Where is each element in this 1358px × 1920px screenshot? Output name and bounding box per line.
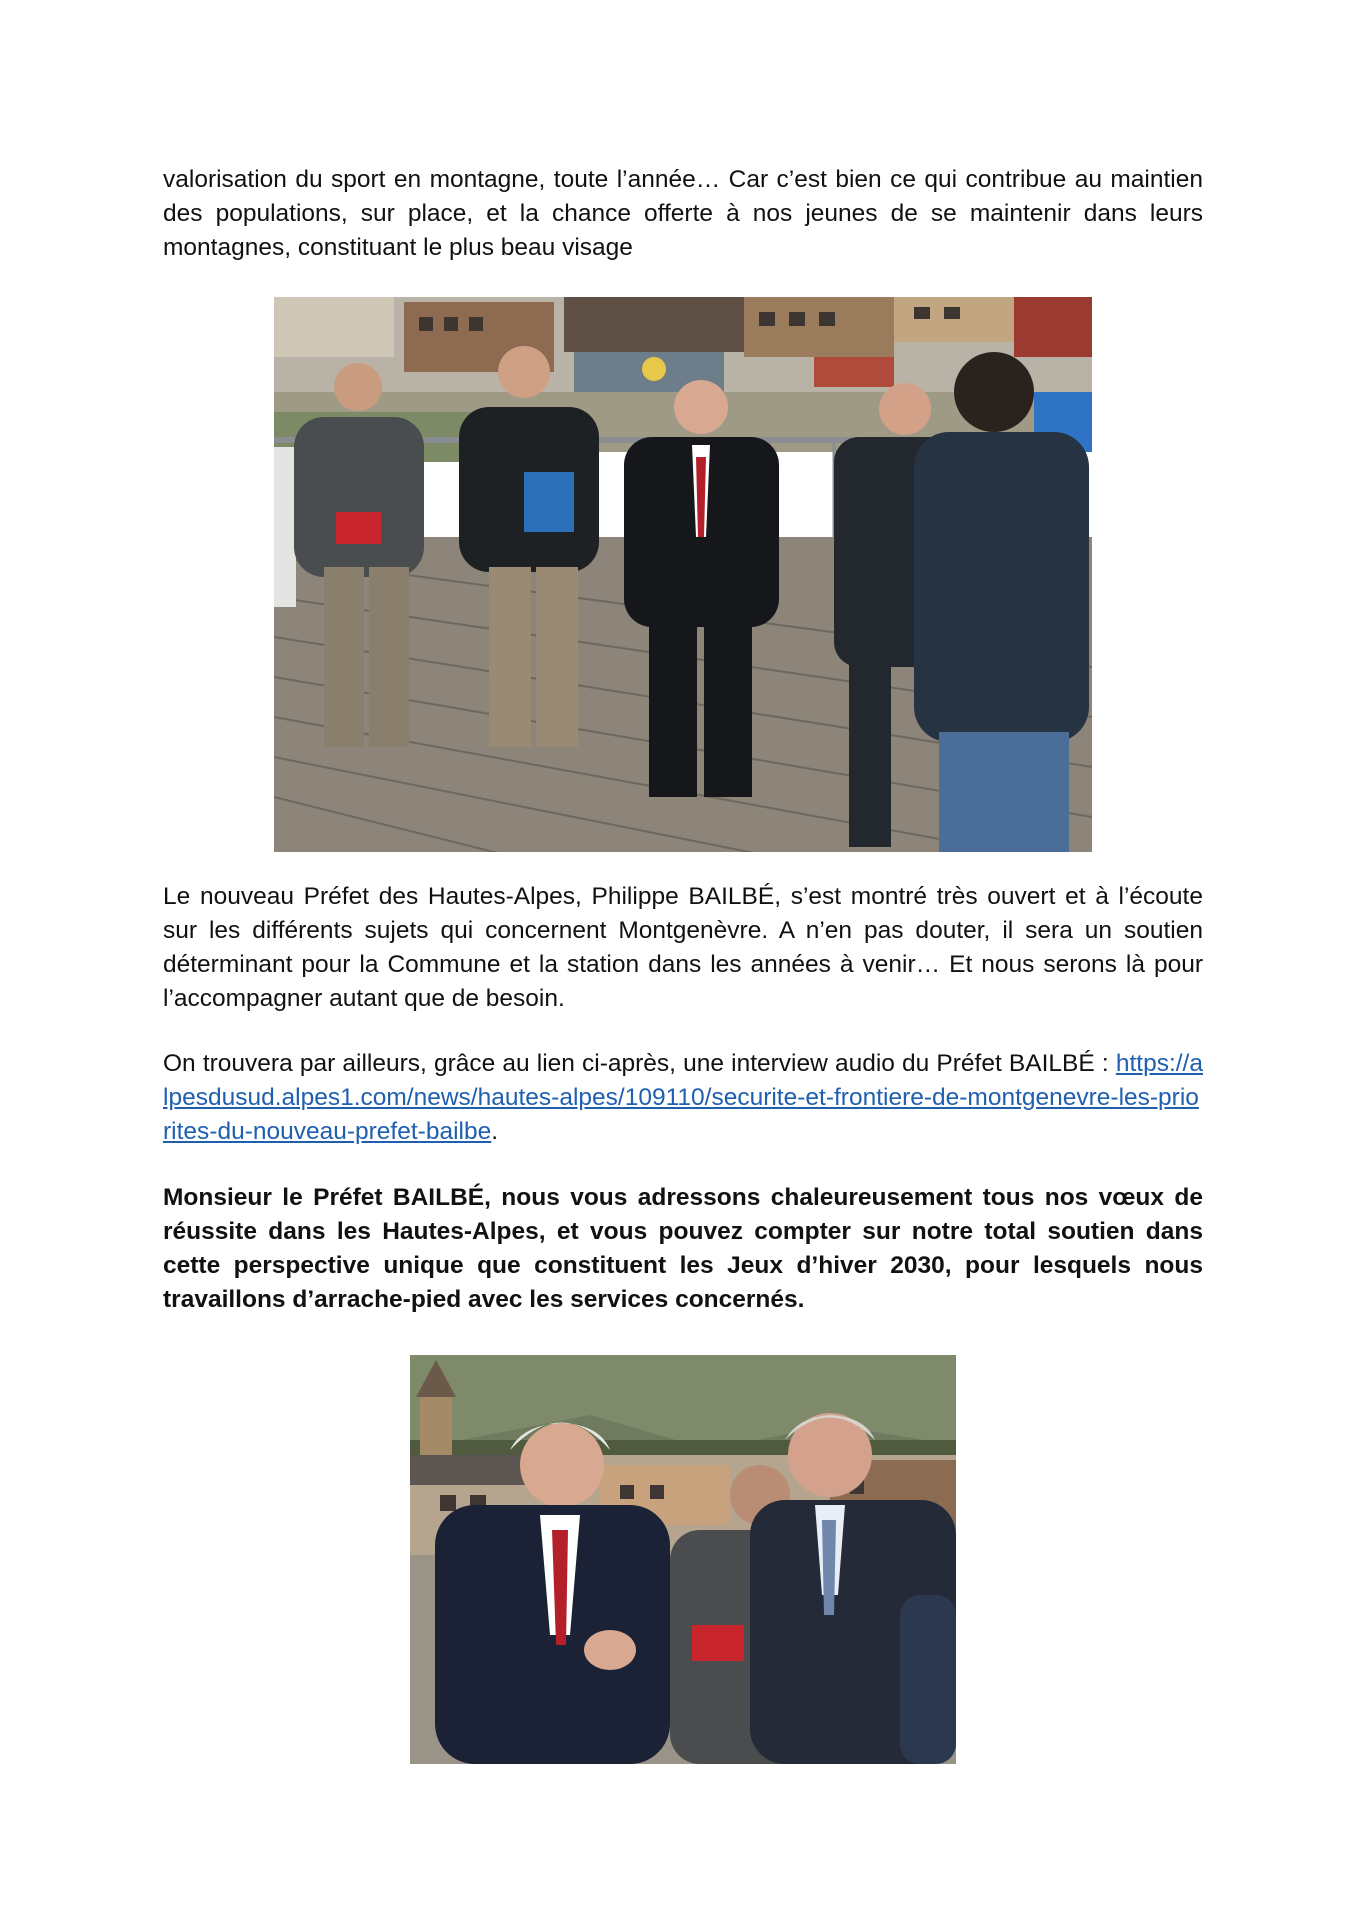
- conversation-photo: [410, 1355, 956, 1764]
- group-photo: [274, 297, 1092, 852]
- prefect-paragraph: Le nouveau Préfet des Hautes-Alpes, Philippe BAILBÉ, s’est montré très ouvert et à l’écoute sur les différents sujets qui concernent Montgenèvre. A n’en pas douter, il sera un soutien déterminant pour la Commune et la station dans les années à venir… Et nous serons là pour l’accompagner autant que de besoin.: [163, 883, 1203, 1012]
- interview-link[interactable]: https://alpesdusud.alpes1.com/news/hautes-alpes/109110/securite-et-frontiere-de-montgenevre-les-priorites-du-nouveau-prefet-bailbe: [163, 1050, 1203, 1145]
- interview-paragraph-end: .: [491, 1118, 499, 1145]
- interview-paragraph: [163, 1047, 1203, 1149]
- closing-paragraph: Monsieur le Préfet BAILBÉ, nous vous adressons chaleureusement tous nos vœux de réussite dans les Hautes-Alpes, et vous pouvez compter sur notre total soutien dans cette perspective unique que constituent les Jeux d’hiver 2030, pour lesquels nous travaillons d’arrache-pied avec les services concernés.: [163, 1184, 1203, 1313]
- intro-paragraph: valorisation du sport en montagne, toute l’année… Car c’est bien ce qui contribue au maintien des populations, sur place, et la chance offerte à nos jeunes de se maintenir dans leurs montagnes, constituant le plus beau visage: [163, 166, 1203, 261]
- interview-paragraph-text: On trouvera par ailleurs, grâce au lien ci-après, une interview audio du Préfet BAILBÉ :: [163, 1050, 1116, 1077]
